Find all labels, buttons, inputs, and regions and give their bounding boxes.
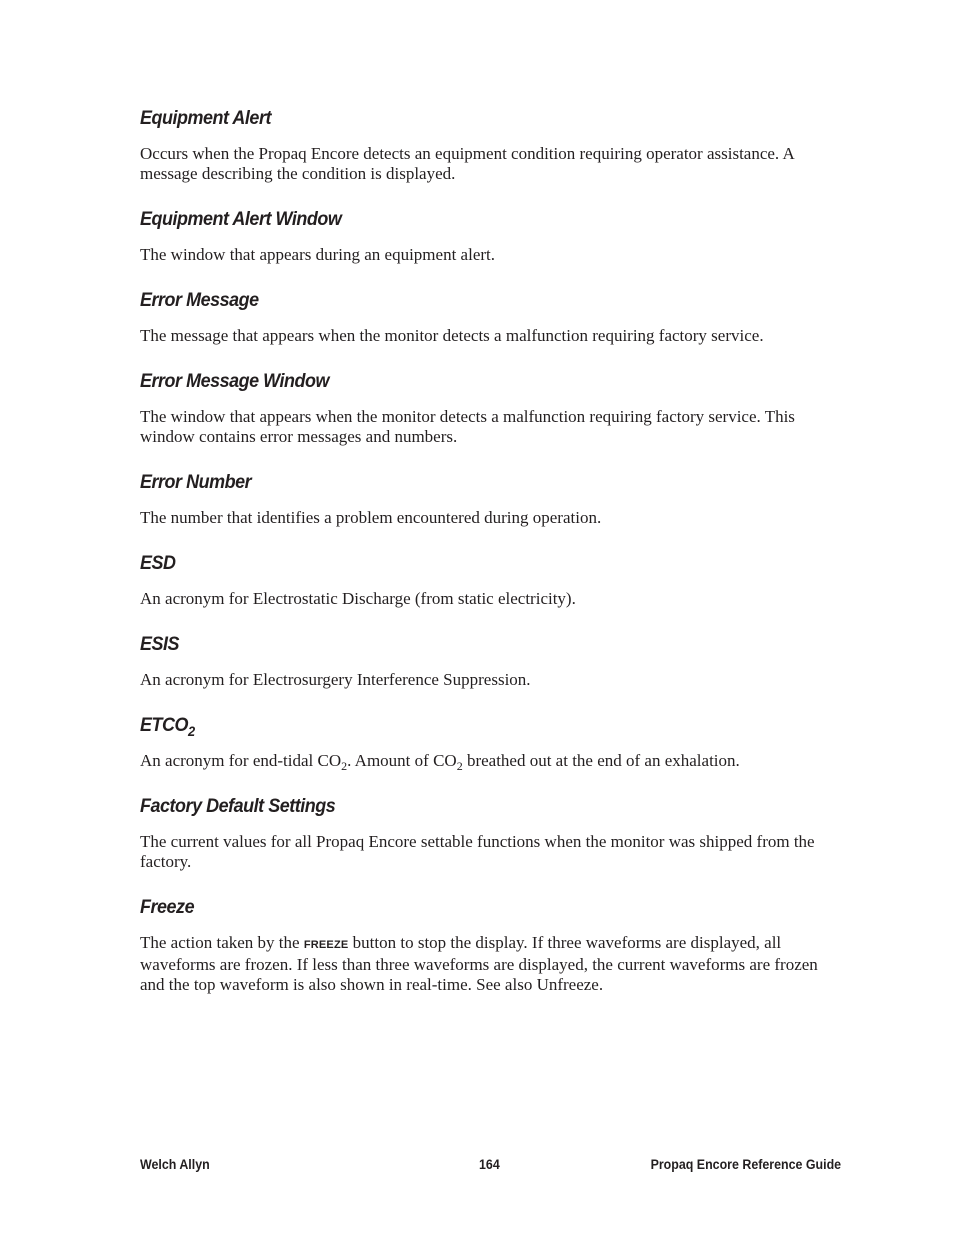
definition-subscript: 2: [341, 759, 348, 773]
term-heading: ESD: [140, 552, 176, 574]
glossary-entry: [140, 468, 842, 528]
page-footer: [140, 1157, 841, 1177]
term-definition: The message that appears when the monitor detects a malfunction requiring factory service.: [140, 326, 764, 345]
footer-company: Welch Allyn: [140, 1157, 210, 1172]
glossary-entry: [140, 792, 842, 872]
definition-text: The action taken by the: [140, 933, 304, 952]
term-definition: The current values for all Propaq Encore settable functions when the monitor was shipped from the factory.: [140, 832, 815, 871]
term-heading: Equipment Alert: [140, 107, 271, 129]
glossary-entry: [140, 630, 842, 690]
term-definition: The window that appears when the monitor detects a malfunction requiring factory service. This window contains error messages and numbers.: [140, 407, 795, 446]
definition-text: An acronym for end-tidal CO: [140, 751, 342, 770]
glossary-entry: [140, 286, 842, 346]
definition-text: button to stop the display. If three waveforms are displayed, all waveforms are frozen. If less than three waveforms are displayed, the current waveforms are frozen and the top waveform is also shown in real-time. See also Unfreeze.: [140, 933, 818, 994]
glossary-entry: [140, 205, 842, 265]
term-definition: [140, 933, 842, 995]
term-heading: Error Message: [140, 289, 259, 311]
term-definition: The window that appears during an equipment alert.: [140, 245, 495, 264]
term-heading: ESIS: [140, 633, 180, 655]
term-definition: An acronym for Electrosurgery Interference Suppression.: [140, 670, 531, 689]
glossary-entry: [140, 549, 842, 609]
definition-subscript: 2: [456, 759, 463, 773]
term-heading: Factory Default Settings: [140, 795, 336, 817]
term-heading-main: ETCO: [140, 714, 188, 736]
term-definition: [140, 751, 842, 771]
term-heading: Freeze: [140, 896, 195, 918]
term-heading: [140, 711, 786, 739]
glossary-entry: [140, 104, 842, 184]
glossary-entry: [140, 367, 842, 447]
term-definition: An acronym for Electrostatic Discharge (from static electricity).: [140, 589, 576, 608]
term-definition: The number that identifies a problem encountered during operation.: [140, 508, 602, 527]
term-definition: Occurs when the Propaq Encore detects an equipment condition requiring operator assistance. A message describing the condition is displayed.: [140, 144, 794, 183]
term-heading-subscript: 2: [187, 723, 195, 739]
term-heading: Error Message Window: [140, 370, 330, 392]
definition-text: . Amount of CO: [347, 751, 457, 770]
footer-guide-title: Propaq Encore Reference Guide: [650, 1157, 841, 1172]
term-heading: Equipment Alert Window: [140, 208, 342, 230]
glossary-entry: [140, 893, 842, 995]
term-heading: Error Number: [140, 471, 252, 493]
definition-text: breathed out at the end of an exhalation.: [462, 751, 740, 770]
glossary-page: [140, 104, 842, 1016]
freeze-key-label: FREEZE: [303, 939, 349, 951]
glossary-entry: [140, 711, 842, 771]
page-number: 164: [479, 1157, 500, 1172]
